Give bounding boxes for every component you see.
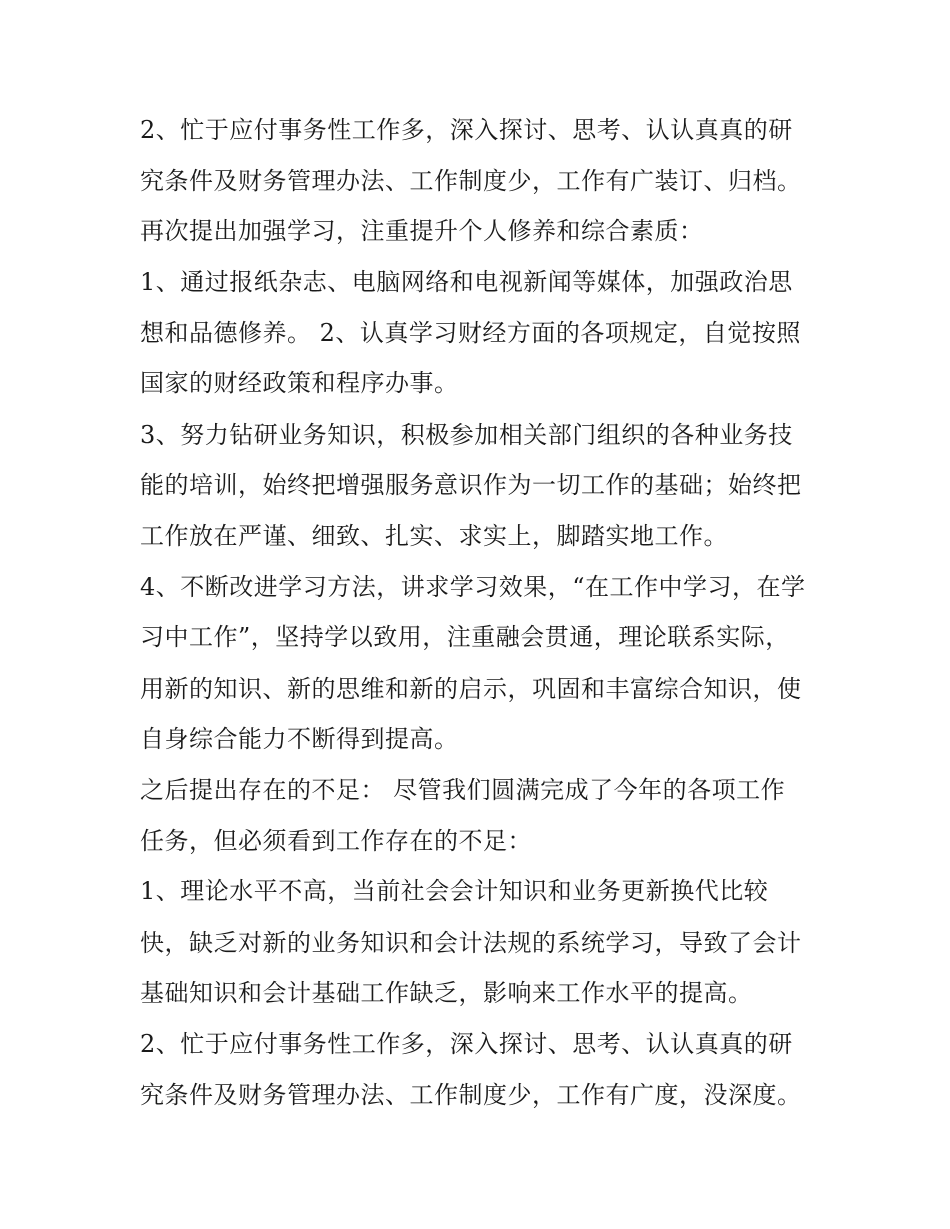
text-line: 之后提出存在的不足： 尽管我们圆满完成了今年的各项工作 (140, 776, 786, 804)
text-line: 能的培训，始终把增强服务意识作为一切工作的基础；始终把 (140, 471, 802, 499)
text-line: 习中工作”，坚持学以致用，注重融会贯通，理论联系实际， (140, 623, 790, 651)
text-line: 再次提出加强学习，注重提升个人修养和综合素质： (140, 217, 704, 245)
text-line: 2、忙于应付事务性工作多，深入探讨、思考、认认真真的研 (140, 1030, 793, 1058)
text-line: 国家的财经政策和程序办事。 (140, 369, 459, 397)
text-line: 任务，但必须看到工作存在的不足： (140, 827, 532, 855)
text-line: 究条件及财务管理办法、工作制度少，工作有广装订、归档。 (140, 167, 802, 195)
text-line: 2、忙于应付事务性工作多，深入探讨、思考、认认真真的研 (140, 116, 793, 144)
text-line: 1、理论水平不高，当前社会会计知识和业务更新换代比较 (140, 877, 769, 905)
text-line: 用新的知识、新的思维和新的启示，巩固和丰富综合知识，使 (140, 675, 802, 703)
text-line: 4、不断改进学习方法，讲求学习效果，“在工作中学习，在学 (140, 573, 806, 601)
text-line: 想和品德修养。 2、认真学习财经方面的各项规定，自觉按照 (140, 319, 801, 347)
text-line: 究条件及财务管理办法、工作制度少，工作有广度，没深度。 (140, 1081, 802, 1109)
text-line: 1、通过报纸杂志、电脑网络和电视新闻等媒体，加强政治思 (140, 268, 793, 296)
text-line: 工作放在严谨、细致、扎实、求实上，脚踏实地工作。 (140, 522, 728, 550)
text-line: 自身综合能力不断得到提高。 (140, 725, 459, 753)
text-line: 基础知识和会计基础工作缺乏，影响来工作水平的提高。 (140, 979, 753, 1007)
text-line: 3、努力钻研业务知识，积极参加相关部门组织的各种业务技 (140, 421, 793, 449)
text-line: 快，缺乏对新的业务知识和会计法规的系统学习，导致了会计 (140, 929, 802, 957)
